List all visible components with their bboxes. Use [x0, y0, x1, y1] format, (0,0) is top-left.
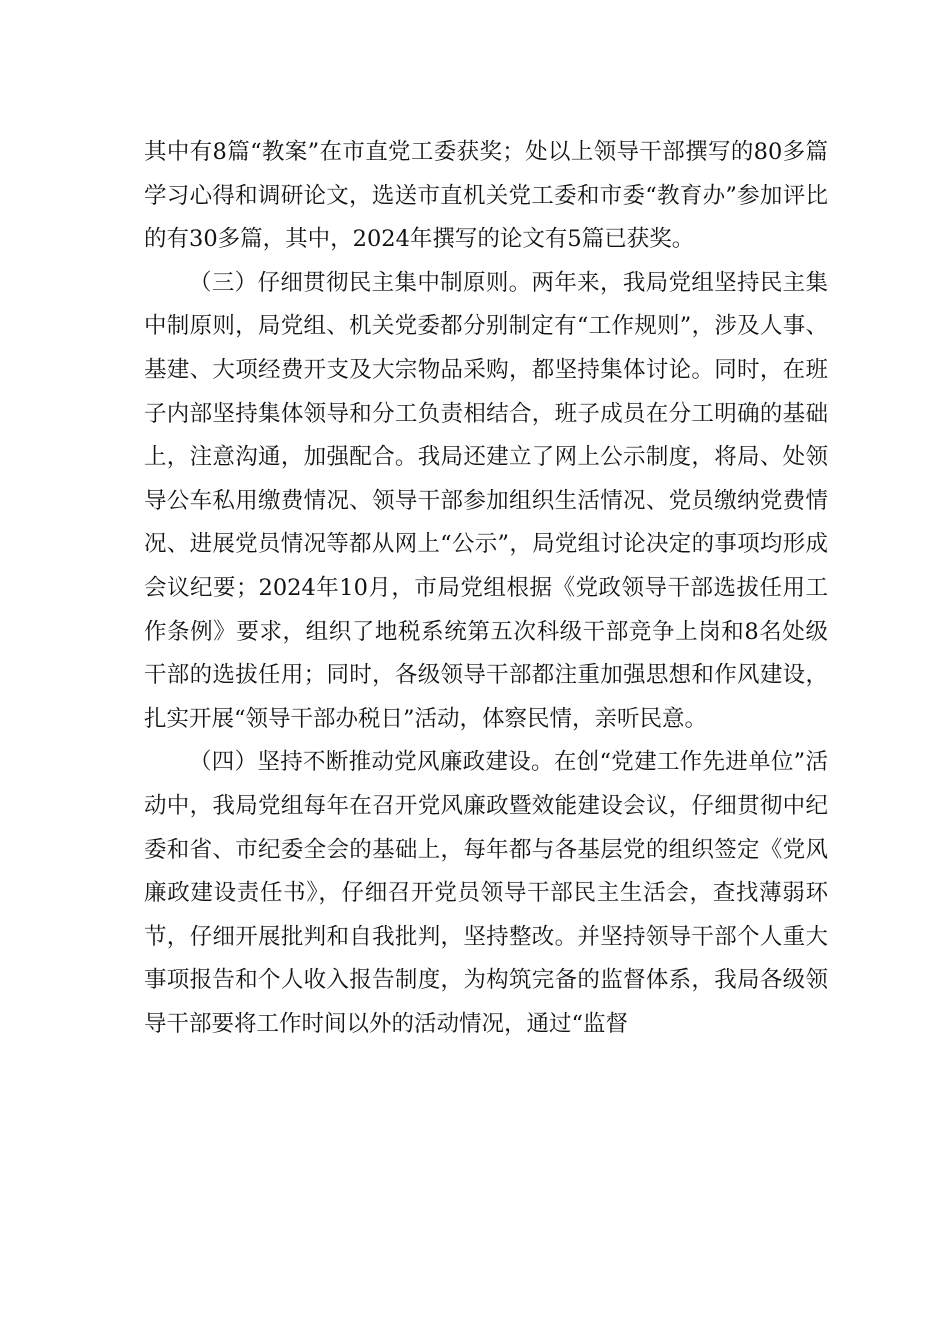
- paragraph-democratic-centralism: （三）仔细贯彻民主集中制原则。两年来，我局党组坚持民主集中制原则，局党组、机关党委都分别制定有“工作规则”，涉及人事、基建、大项经费开支及大宗物品采购，都坚持集体讨论。同时，在班子内部坚持集体领导和分工负责相结合，班子成员在分工明确的基础上，注意沟通，加强配合。我局还建立了网上公示制度，将局、处领导公车私用缴费情况、领导干部参加组织生活情况、党员缴纳党费情况、进展党员情况等都从网上“公示”，局党组讨论决定的事项均形成会议纪要；2024年10月，市局党组根据《党政领导干部选拔任用工作条例》要求，组织了地税系统第五次科级干部竞争上岗和8名处级干部的选拔任用；同时，各级领导干部都注重加强思想和作风建设，扎实开展“领导干部办税日”活动，体察民情，亲听民意。: [144, 269, 828, 732]
- paragraph-integrity-building: （四）坚持不断推动党风廉政建设。在创“党建工作先进单位”活动中，我局党组每年在召开党风廉政暨效能建设会议，仔细贯彻中纪委和省、市纪委全会的基础上，每年都与各基层党的组织签定《党风廉政建设责任书》，仔细召开党员领导干部民主生活会，查找薄弱环节，仔细开展批判和自我批判，坚持整改。并坚持领导干部个人重大事项报告和个人收入报告制度，为构筑完备的监督体系，我局各级领导干部要将工作时间以外的活动情况，通过“监督: [144, 749, 828, 1037]
- document-body: [144, 131, 828, 1046]
- paragraph-awards: 其中有8篇“教案”在市直党工委获奖；处以上领导干部撰写的80多篇学习心得和调研论文，选送市直机关党工委和市委“教育办”参加评比的有30多篇，其中，2024年撰写的论文有5篇已获奖。: [144, 139, 828, 253]
